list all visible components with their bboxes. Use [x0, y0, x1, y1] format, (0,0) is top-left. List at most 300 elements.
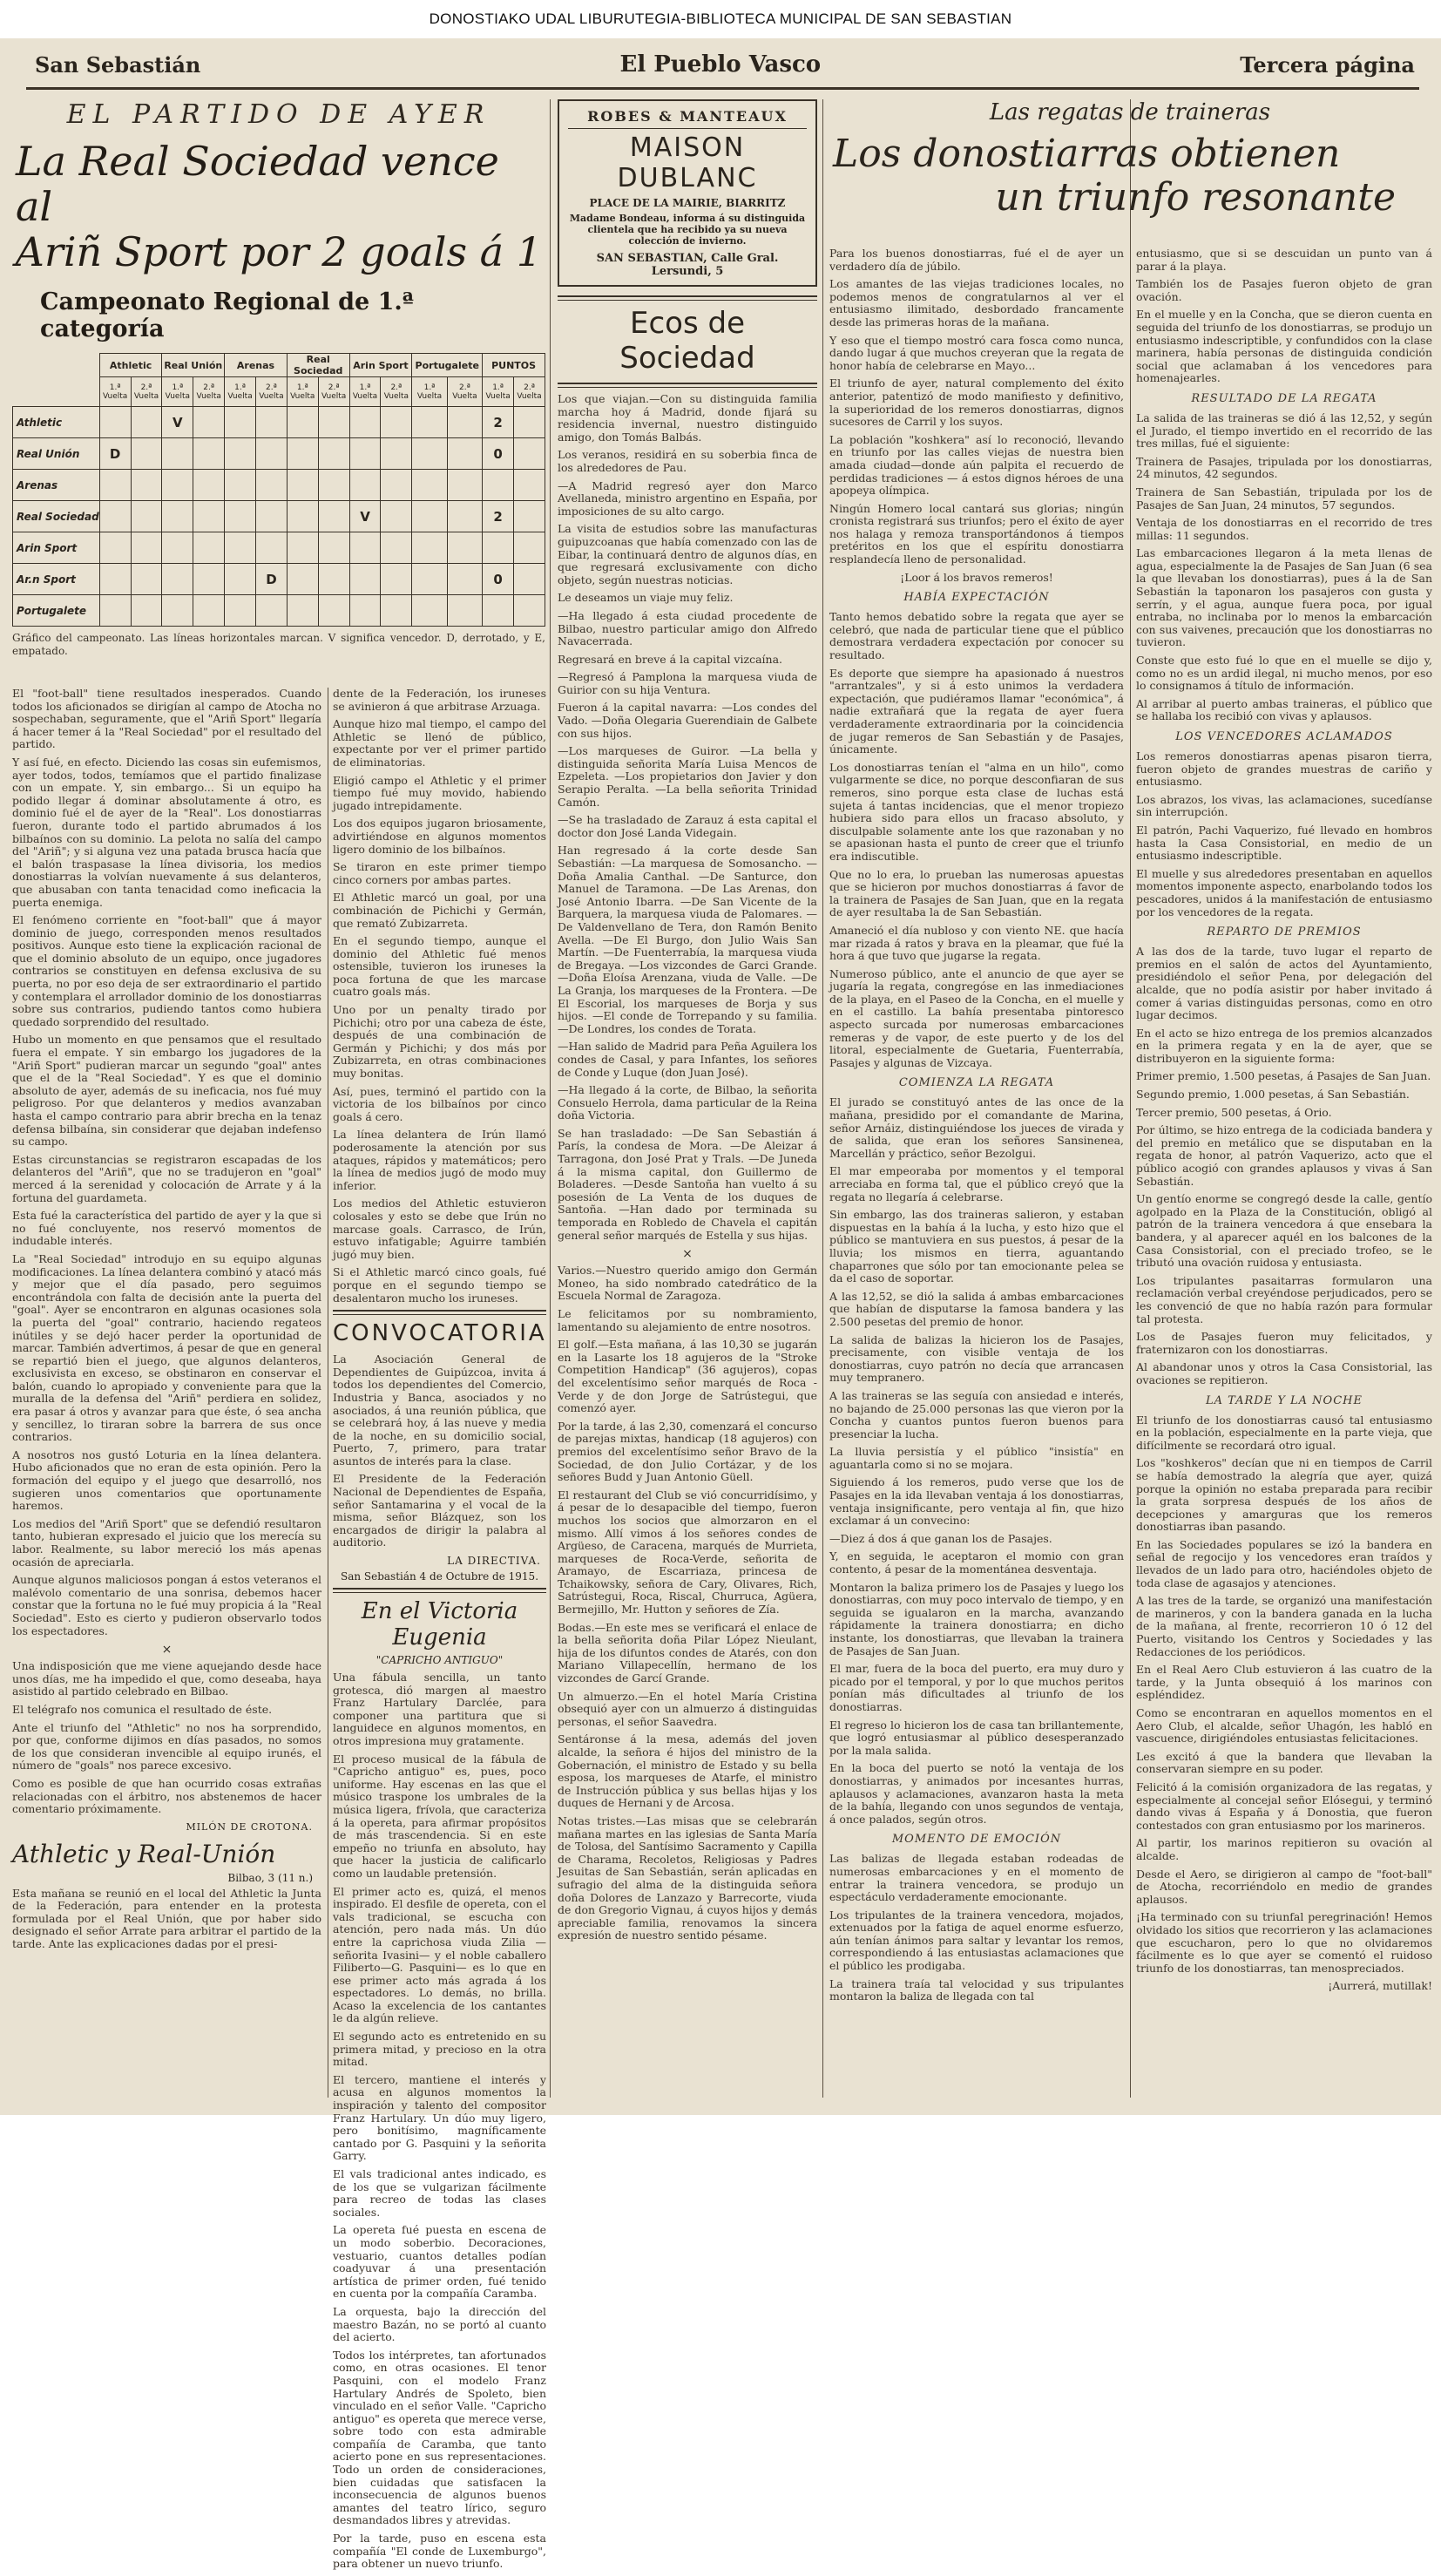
article-paragraph: El telégrafo nos comunica el resultado de éste. [12, 1702, 273, 1716]
result-cell [318, 595, 349, 627]
result-cell [412, 532, 447, 564]
article-paragraph: Las embarcaciones llegaron á la meta llenas de agua, especialmente la de Pasajes de San Juan (6 sea la que llevaban los donostiarras), pues á la de San Sebastián la taponaron los pasajeros con gusta y serrín, y el agua, aunque fuera poca, por igual entraba, no inclinaba por lo menos la embarcación con sus vaivenes, precaución que los donostiarras no tuvieron. [1136, 546, 1432, 649]
result-cell [162, 501, 193, 532]
vuelta-header: 1.ª Vuelta [483, 377, 514, 407]
result-cell [287, 532, 318, 564]
team-name: Real Sociedad [13, 501, 100, 532]
social-note: Se han trasladado: —De San Sebastián á París, la condesa de Mora. —De Aleizar á Tarragona, don José Prat y Trals. —De Juneda á la misma capital, don Guillermo de Boladeres. —Desde Santoña han vuelto á su posesión de La Venta de los duques de Santoña. —Han dado por terminada su temporada en Robledo de Chavela el capitán general señor marqués de Estella y sus hijas. [558, 1126, 817, 1242]
article-paragraph: También los de Pasajes fueron objeto de gran ovación. [1136, 277, 1432, 303]
vuelta-header: 1.ª Vuelta [162, 377, 193, 407]
social-note: Sentáronse á la mesa, además del joven alcalde, la señora é hijos del ministro de la Gobernación, el ministro de Estado y su bella esposa, los marqueses de Atarfe, el ministro de Instrucción pública y sus bellas hijas y los duques de Hernani y de Arcosa. [558, 1732, 817, 1810]
result-cell [225, 595, 256, 627]
result-cell [412, 564, 447, 595]
article-paragraph: Al abandonar unos y otros la Casa Consistorial, las ovaciones se repitieron. [1136, 1360, 1432, 1386]
article-paragraph: En el muelle y en la Concha, que se dieron cuenta en seguida del triunfo de los donostiarras, se produjo un entusiasmo indescriptible, y confundidos con la clase marinera, había personas de distinguida condición social que aclamaban á los vencedores para homenajearles. [1136, 308, 1432, 385]
article-paragraph: Trainera de Pasajes, tripulada por los donostiarras, 24 minutos, 42 segundos. [1136, 454, 1432, 481]
social-note: —Se ha trasladado de Zarauz á esta capital el doctor don José Landa Videgain. [558, 813, 817, 839]
article-paragraph: Los medios del Athletic estuvieron colosales y esto se debe que Irún no marcase goals. Carrasco, de Irún, estuvo infatigable; Aguirre también jugó muy bien. [333, 1196, 546, 1261]
vuelta-header: 1.ª Vuelta [225, 377, 256, 407]
ad-brand: MAISON DUBLANC [617, 132, 758, 193]
standings-row [13, 501, 545, 532]
social-note: —Han salido de Madrid para Peña Aguilera los condes de Casal, y para Infantes, los señores de Conde y Luque (don Juan José). [558, 1040, 817, 1079]
article-paragraph: Tercer premio, 500 pesetas, á Orio. [1136, 1105, 1332, 1119]
social-note: Un almuerzo.—En el hotel María Cristina obsequió ayer con un almuerzo á distinguidas personas, el señor Saavedra. [558, 1689, 817, 1728]
team-name: Arenas [13, 470, 100, 501]
result-cell [412, 501, 447, 532]
result-cell [193, 470, 225, 501]
table-caption: Gráfico del campeonato. Las líneas horizontales marcan. V significa vencedor. D, derrotado, y E, empatado. [12, 632, 545, 657]
article-paragraph: A nosotros nos gustó Loturia en la línea delantera. Hubo aficionados que no eran de esta opinión. Pero la formación del equipo y el juego que desarrolló, nos sugieren unos comentarios que oportunamente haremos. [12, 1447, 321, 1513]
article-paragraph: Se tiraron en este primer tiempo cinco corners por ambas partes. [333, 860, 546, 886]
social-note: Bodas.—En este mes se verificará el enlace de la bella señorita doña Pilar López Nieulant, hija de los difuntos condes de Atarés, con don Mariano Villapecellín, hermano de los vizcondes de Garcí Grande. [558, 1620, 817, 1685]
result-cell [99, 407, 131, 438]
article-paragraph: Todos los intérpretes, tan afortunados como, en otras ocasiones. El tenor Pasquini, con el modelo Franz Hartulary Andrés de Spoleto, bien vinculado en el señor Valle. "Capricho antiguo" es opereta que merece verse, sobre todo con esta admirable compañía de Caramba, que tanto acierto pone en sus representaciones. Todo un orden de consideraciones, bien cuidadas que satisfacen la inconsecuencia de algunos buenos amantes del teatro lírico, seguro desmandados libres y atrevidas. [333, 2348, 546, 2527]
result-cell [131, 595, 162, 627]
decorative-rule [558, 295, 817, 301]
result-cell [514, 532, 545, 564]
directiva: LA DIRECTIVA. [447, 1555, 541, 1568]
article-paragraph: A las traineras se las seguía con ansiedad e interés, no bajando de 25.000 personas las que vieron por la Concha y cuantos puntos fueron buenos para presenciar la lucha. [829, 1388, 1124, 1441]
subheading: LA TARDE Y LA NOCHE [1205, 1393, 1363, 1407]
article-paragraph: Y, en seguida, le aceptaron el momio con gran contento, á pesar de la momentánea desventaja. [829, 1549, 1124, 1576]
result-cell [349, 438, 381, 470]
article-paragraph: ¡Aurrerá, mutillak! [1328, 1979, 1432, 1993]
article-paragraph: Los amantes de las viejas tradiciones locales, no podemos menos de congratularnos al ver el entusiasmo ilimitado, desbordado francamente desde las primeras horas de la mañana. [829, 277, 1124, 329]
article-paragraph: El vals tradicional antes indicado, es de los que se vulgarizan fácilmente para recreo de todas las clases sociales. [333, 2167, 546, 2219]
result-cell: V [162, 407, 193, 438]
article-paragraph: Estas circunstancias se registraron escapadas de los delanteros del "Ariñ", que no se tradujeron en "goal" merced á la serenidad y colocación de Arrate y á la fortuna del guardameta. [12, 1152, 321, 1204]
result-cell [193, 595, 225, 627]
result-cell [287, 564, 318, 595]
regatas-header-block [829, 99, 1431, 220]
signature: MILÓN DE CROTONA. [186, 1820, 313, 1833]
article-paragraph: Primer premio, 1.500 pesetas, á Pasajes de San Juan. [1136, 1069, 1431, 1083]
masthead [35, 47, 1415, 82]
article-paragraph: Aunque hizo mal tiempo, el campo del Athletic se llenó de público, expectante por ver el primer partido de eliminatorias. [333, 717, 546, 769]
article-paragraph: El Athletic marcó un goal, por una combinación de Pichichi y Germán, que remató Zubizarreta. [333, 891, 546, 930]
article-paragraph: El jurado se constituyó antes de las once de la mañana, presidido por el comandante de Marina, señor Arnáiz, distinguiéndose los jueces de virada y de salida, que eran los señores Sansinenea, Marcellán y práctico, señor Bezolgui. [829, 1095, 1124, 1160]
result-cell [447, 470, 482, 501]
result-cell [483, 595, 514, 627]
article-paragraph: El mar empeoraba por momentos y el temporal arreciaba en forma tal, que el público creyó que la regata no llegaría á celebrarse. [829, 1164, 1124, 1203]
result-cell [193, 501, 225, 532]
regatas-headline-1: Los donostiarras obtienen [833, 132, 1341, 176]
result-cell [193, 438, 225, 470]
article-paragraph: Siguiendo á los remeros, pudo verse que los de Pasajes en la ida llevaban ventaja á los donostiarras, ventaja insignificante, pero ventaja al fin, que hizo exclamar á un convecino: [829, 1475, 1124, 1528]
result-cell [412, 407, 447, 438]
masthead-city: San Sebastián [35, 51, 201, 78]
article-paragraph: Los dos equipos jugaron briosamente, advirtiéndose en algunos momentos ligero dominio de los bilbaínos. [333, 817, 546, 856]
standings-row [13, 438, 545, 470]
result-cell [131, 407, 162, 438]
result-cell [318, 407, 349, 438]
article-paragraph: Para los buenos donostiarras, fué el de ayer un verdadero día de júbilo. [829, 247, 1124, 273]
result-cell: 2 [483, 501, 514, 532]
article-paragraph: Desde el Aero, se dirigieron al campo de "foot-ball" de Atocha, recorriéndolo en medio de grandes aplausos. [1136, 1867, 1432, 1906]
article-paragraph: Por la tarde, puso en escena esta compañía "El conde de Luxemburgo", para obtener un nuevo triunfo. [333, 2532, 546, 2571]
social-note: Varios.—Nuestro querido amigo don Germán Moneo, ha sido nombrado catedrático de la Escuela Normal de Zaragoza. [558, 1264, 817, 1303]
result-cell [131, 501, 162, 532]
article-paragraph: El fenómeno corriente en "foot-ball" que á mayor dominio de juego, corresponden menos resultados positivos. Aunque esto tiene la explicación racional de que el dominio absoluto de un equipo, once jugadores contrarios se constituyen en defensa exclusiva de su puerta, no por eso deja de ser extraordinario el partido y contemplara el arrollador dominio de los donostiarras sobre sus contrarios, pudiendo tantos como hubiera quedado sorprendido del resultado. [12, 913, 321, 1028]
article-paragraph: La Asociación General de Dependientes de Guipúzcoa, invita á todos los dependientes del Comercio, Industria y Banca, asociados y no asociados, á una reunión pública, que se celebrará hoy, á las nueve y media de la noche, en su domicilio social, Puerto, 7, primero, para tratar asuntos de interés para la clase. [333, 1352, 546, 1468]
ad-address: SAN SEBASTIAN, Calle Gral. Lersundi, 5 [596, 252, 779, 278]
result-cell [99, 564, 131, 595]
regatas-kicker: Las regatas de traineras [989, 99, 1271, 125]
vuelta-header: 1.ª Vuelta [412, 377, 447, 407]
regatas-headline-2: un triunfo resonante [995, 175, 1396, 220]
result-cell [99, 595, 131, 627]
article-paragraph: Sin embargo, las dos traineras salieron, y estaban dispuestas en la bahía á la lucha, y esto hizo que el público se mantuviera en sus puestos, á pesar de la lluvia; los mismos en tierra, aguantando chaparrones que sólo por tan emocionante pelea se da el caso de soportar. [829, 1208, 1124, 1285]
vuelta-header: 2.ª Vuelta [514, 377, 545, 407]
article-paragraph: Los medios del "Ariñ Sport" que se defendió resultaron tanto, hubieran expresado el juicio que los merecía su labor. Realmente, su labor mereció los más apenas ocasión de apreciarla. [12, 1516, 321, 1569]
result-cell [99, 532, 131, 564]
decorative-rule [333, 1588, 546, 1593]
result-cell: 0 [483, 564, 514, 595]
vuelta-row [13, 377, 545, 407]
article-paragraph: Los "koshkeros" decían que ni en tiempos de Carril se había demostrado la alegría que ayer, quizá porque la opinión no estaba preparada para recibir la grata sorpresa después de los años de decepciones y amarguras que los remeros donostiarras iban pasando. [1136, 1456, 1432, 1534]
result-cell [162, 470, 193, 501]
result-cell [514, 501, 545, 532]
result-cell [193, 407, 225, 438]
vuelta-header: 1.ª Vuelta [287, 377, 318, 407]
article-paragraph: Conste que esto fué lo que en el muelle se dijo y, como no es un ardid ilegal, ni mucho menos, por eso lo consignamos á título de información. [1136, 654, 1432, 693]
article-paragraph: La salida de las traineras se dió á las 12,52, y según el Jurado, el tiempo invertido en el recorrido de las tres millas, fué el siguiente: [1136, 410, 1432, 451]
social-note: Le deseamos un viaje muy feliz. [558, 591, 734, 605]
article-paragraph: Tanto hemos debatido sobre la regata que ayer se celebró, que nada de particular tiene que el público demostrara verdadera expectación por conocer su resultado. [829, 610, 1124, 662]
result-cell [131, 532, 162, 564]
article-paragraph: A las dos de la tarde, tuvo lugar el reparto de premios en el salón de actos del Ayuntamiento, presidiéndolo el señor Pena, por delegación del alcalde, que no podía asistir por haber invitado á comer á varias distinguidas personas, como en otro lugar decimos. [1136, 945, 1432, 1022]
standings-row [13, 407, 545, 438]
social-note: Han regresado á la corte desde San Sebastián: —La marquesa de Somosancho. —Doña Amalia Canthal. —De Santurce, don Manuel de Taramona. —De Las Arenas, don José Antonio Ibarra. —De San Vicente de la Barquera, la marquesa viuda de Palomares. —De Valdenvellano de Tera, don Ramón Benito Avella. —De El Burgo, don Julio Wais San Martín. —De Fuenterrabía, la marquesa viuda de Bregaya. —Los vizcondes de Garci Grande. —Doña Eloísa Arenzana, viuda de Valle. —De La Granja, los marqueses de la Frontera. —De El Escorial, los marqueses de Borja y sus hijos. —El conde de Torrepando y su familia. —De Londres, los condes de Torata. [558, 844, 817, 1035]
vuelta-header: 2.ª Vuelta [381, 377, 412, 407]
article-paragraph: dente de la Federación, los iruneses se avinieron á que arbitrase Arzuaga. [333, 687, 546, 713]
result-cell [349, 595, 381, 627]
result-cell [287, 595, 318, 627]
social-note: El restaurant del Club se vió concurridísimo, y á pesar de lo desapacible del tiempo, fueron muchos los socios que almorzaron en el mismo. Allí vimos á los señores condes de Argüeso, de Caracena, marqués de Murrieta, marqueses de Roca-Verde, señorita de Aramayo, de Escarriaza, princesa de Tchaikowsky, señora de Cary, Olivares, Rich, Satrústegui, Roca, Riscal, Churruca, Agüera, Bermejillo, Mr. Hutton y señores de Zía. [558, 1488, 817, 1617]
team-header: Portugalete [412, 354, 483, 377]
social-note: Le felicitamos por su nombramiento, lamentando su alejamiento de entre nosotros. [558, 1307, 817, 1333]
article-paragraph: Esta mañana se reunió en el local del Athletic la Junta de la Federación, para entender en la protesta formulada por el Real Unión, que por haber sido designado el señor Arrate para arbitrar el partido de la tarde. Ante las explicaciones dadas por el presi- [12, 1886, 321, 1951]
ad-line: PLACE DE LA MAIRIE, BIARRITZ [589, 197, 786, 209]
column-rule [1130, 99, 1131, 2098]
article-paragraph: El proceso musical de la fábula de "Capricho antiguo" es, pues, poco uniforme. Hay escenas en las que el músico traspone los umbrales de la música ligera, frívola, que caracteriza á la opereta, para afirmar propósitos de más trascendencia. Si en este empeño no triunfa en absoluto, hay que hacer la justicia de calificarlo como un laudable pretensión. [333, 1752, 546, 1880]
maison-dublanc-ad [558, 99, 817, 287]
result-cell [447, 438, 482, 470]
social-note: —Ha llegado á esta ciudad procedente de Bilbao, nuestro particular amigo don Alfredo Navacerrada. [558, 608, 817, 648]
result-cell: D [256, 564, 288, 595]
article-paragraph: Y eso que el tiempo mostró cara fosca como nunca, dando lugar á que muchos creyeran que la regata de honor había de celebrarse en Mayo... [829, 333, 1124, 372]
vuelta-header: 1.ª Vuelta [349, 377, 381, 407]
football-kicker: EL PARTIDO DE AYER [66, 99, 491, 130]
article-paragraph: El triunfo de los donostiarras causó tal entusiasmo en la población, especialmente en la parte vieja, que difícilmente se recordará otro igual. [1136, 1413, 1432, 1452]
column-rule [822, 99, 823, 2098]
article-paragraph: La línea delantera de Irún llamó poderosamente la atención por sus ataques, rápidos y matemáticos; pero la línea de medios jugó de modo muy inferior. [333, 1128, 546, 1192]
article-paragraph: Como se encontraran en aquellos momentos en el Aero Club, el alcalde, señor Uhagón, les habló en vascuence, dirigiéndoles entusiastas felicitaciones. [1136, 1706, 1432, 1746]
decorative-rule [333, 1310, 546, 1315]
column-rule [550, 99, 551, 2098]
team-header: Arenas [225, 354, 288, 377]
result-cell [349, 407, 381, 438]
article-paragraph: Los abrazos, los vivas, las aclamaciones, sucedíanse sin interrupción. [1136, 792, 1432, 819]
masthead-title: El Pueblo Vasco [619, 51, 822, 78]
social-note: —Los marqueses de Guiror. —La bella y distinguida señorita María Luisa Mencos de Ezpeleta. —Los propietarios don Javier y don Serapio Peralta. —La bella señorita Trinidad Camón. [558, 744, 817, 809]
article-paragraph: Una fábula sencilla, un tanto grotesca, dió margen al maestro Franz Hartulary Darclée, para componer una partitura que si languidece en algunos momentos, en otros impresiona muy gratamente. [333, 1671, 546, 1747]
article-paragraph: El muelle y sus alrededores presentaban en aquellos momentos imponente aspecto, enarbolando todos los pescadores, unidos á la manifestación de entusiasmo por los vencedores de la regata. [1136, 866, 1432, 919]
result-cell [381, 407, 412, 438]
article-paragraph: Felicitó á la comisión organizadora de las regatas, y especialmente al concejal señor Elósegui, y terminó dando vivas á España y á Donostia, que fueron contestados con gran entusiasmo por los marineros. [1136, 1779, 1432, 1832]
standings-row [13, 564, 545, 595]
article-paragraph: Los de Pasajes fueron muy felicitados, y fraternizaron con los donostiarras. [1136, 1330, 1432, 1356]
result-cell [287, 470, 318, 501]
article-paragraph: En el segundo tiempo, aunque el dominio del Athletic fué menos ostensible, tuvieron los iruneses la poca fortuna de que les marcase cuatro goals más. [333, 934, 546, 999]
result-cell [225, 501, 256, 532]
result-cell [349, 532, 381, 564]
result-cell [287, 407, 318, 438]
social-note: Notas tristes.—Las misas que se celebrarán mañana martes en las iglesias de Santa María de Tolosa, del Santísimo Sacramento y Capilla de Charama, Recoletos, Religiosas y Padres Jesuitas de San Sebastián, serán aplicadas en sufragio del alma de la distinguida señora doña Dolores de Lanzazo y Barrecorte, viuda de don Gregorio Vignau, á cuyos hijos y demás apreciable familia, renovamos la sincera expresión de nuestro sentido pésame. [558, 1813, 817, 1942]
standings-row [13, 532, 545, 564]
vuelta-header: 2.ª Vuelta [131, 377, 162, 407]
result-cell [225, 438, 256, 470]
archive-banner: DONOSTIAKO UDAL LIBURUTEGIA-BIBLIOTECA MUNICIPAL DE SAN SEBASTIAN [0, 0, 1441, 38]
table-title: Campeonato Regional de 1.ª categoría [40, 288, 414, 342]
subheading: HABÍA EXPECTACIÓN [903, 591, 1050, 605]
ad-line: Madame Bondeau, informa á su distinguida clientela que ha recibido ya su nueva colección de invierno. [569, 213, 806, 247]
article-paragraph: Como es posible de que han ocurrido cosas extrañas relacionadas con el árbitro, nos abstenemos de hacer comentario próximamente. [12, 1776, 321, 1816]
result-cell [256, 438, 288, 470]
article-paragraph: Esta fué la característica del partido de ayer y la que si no fué concluyente, nos reservó momentos de indudable interés. [12, 1209, 321, 1248]
article-paragraph: El mar, fuera de la boca del puerto, era muy duro y picado por el temporal, y por lo que muchos peritos ponían más dificultades al triunfo de los donostiarras. [829, 1662, 1124, 1713]
result-cell [287, 501, 318, 532]
article-paragraph: En las Sociedades populares se izó la bandera en señal de regocijo y los vencedores eran traídos y llevados de un lado para otro, haciéndoles objeto de toda clase de agasajos y atenciones. [1136, 1537, 1432, 1590]
result-cell [514, 407, 545, 438]
article-paragraph: Hubo un momento en que pensamos que el resultado fuera el empate. Y sin embargo los jugadores de la "Ariñ Sport" pudieran marcar un segundo "goal" antes que el de la "Real Sociedad". Y es que el dominio absoluto de ayer, además de su ineficacia, nos fué muy peligroso. Por que delanteros y medios avanzaban hasta el campo contrario para abrir brecha en la tenaz defensa bilbaína, sin considerar que dejaban indefenso su campo. [12, 1033, 321, 1149]
team-header: Real Unión [162, 354, 225, 377]
result-cell [225, 470, 256, 501]
column-2 [333, 688, 546, 2576]
article-paragraph: La lluvia persistía y el público "insistía" en aguantarla como si no se mojara. [829, 1445, 1124, 1471]
result-cell [514, 470, 545, 501]
result-cell [99, 501, 131, 532]
dateline: Bilbao, 3 (11 n.) [227, 1871, 313, 1884]
article-paragraph: Numeroso público, ante el anuncio de que ayer se jugaría la regata, congregóse en las inmediaciones de la playa, en el Paseo de la Concha, en el muelle y en el castillo. La bahía presentaba pintoresco aspecto surcada por numerosas embarcaciones remeras y de vapor, de este puerto y de los del litoral, especialmente de Guetaria, Fuenterrabía, Pasajes y algunas de Vizcaya. [829, 966, 1124, 1069]
result-cell [447, 501, 482, 532]
article-paragraph: Las balizas de llegada estaban rodeadas de numerosas embarcaciones y en el momento de entrar la trainera vencedora, se produjo un espectáculo verdaderamente emocionante. [829, 1852, 1124, 1904]
article-paragraph: La opereta fué puesta en escena de un modo soberbio. Decoraciones, vestuario, cuantos detalles podían coadyuvar á una presentación artística de primer orden, fué tenido en cuenta por la compañía Caramba. [333, 2223, 546, 2301]
article-paragraph: Los remeros donostiarras apenas pisaron tierra, fueron objeto de grandes muestras de cariño y entusiasmo. [1136, 749, 1432, 789]
vuelta-header: 2.ª Vuelta [193, 377, 225, 407]
article-paragraph: Una indisposición que me viene aquejando desde hace unos días, me ha impedido el que, como deseaba, haya asistido al partido celebrado en Bilbao. [12, 1659, 321, 1698]
result-cell [447, 407, 482, 438]
team-header: Athletic [99, 354, 162, 377]
vuelta-header: 2.ª Vuelta [256, 377, 288, 407]
result-cell [412, 438, 447, 470]
team-name: Portugalete [13, 595, 100, 627]
football-headline-1: La Real Sociedad vence al [16, 138, 499, 230]
article-paragraph: Los donostiarras tenían el "alma en un hilo", como vulgarmente se dice, no porque desconfiaran de sus remeros, sino porque esta clase de luchas está sujeta á tantas incidencias, que el menor tropiezo hubiera sido para ellos un fracaso absoluto, y disculpable solamente ante los que razonaban y no se apasionan hasta el punto de creer que el triunfo era indiscutible. [829, 760, 1124, 863]
result-cell [514, 595, 545, 627]
convocatoria-title: CONVOCATORIA [333, 1320, 547, 1347]
result-cell: 2 [483, 407, 514, 438]
result-cell [349, 564, 381, 595]
article-paragraph: En la boca del puerto se notó la ventaja de los donostiarras, y animados por incesantes hurras, aplausos y aclamaciones, avanzaron hasta la meta de la bahía, llegando con unos segundos de ventaja, á once palados, según otros. [829, 1761, 1124, 1826]
article-paragraph: El regreso lo hicieron los de casa tan brillantemente, que logró entusiasmar al público desesperanzado por la mala salida. [829, 1718, 1124, 1757]
result-cell [162, 564, 193, 595]
masthead-rule [26, 87, 1419, 90]
football-headline-2: Ariñ Sport por 2 goals á 1 [15, 228, 542, 275]
article-paragraph: Ventaja de los donostiarras en el recorrido de tres millas: 11 segundos. [1136, 516, 1432, 542]
article-paragraph: Amaneció el día nubloso y con viento NE. que hacía mar rizada á ratos y brava en la pleamar, que fué la hora á que tuvo que jugarse la regata. [829, 923, 1124, 963]
football-header-block [12, 99, 545, 662]
social-note: —Regresó á Pamplona la marquesa viuda de Guirior con su hija Ventura. [558, 670, 817, 696]
victoria-subtitle: "CAPRICHO ANTIGUO" [375, 1654, 504, 1667]
result-cell [256, 407, 288, 438]
social-note: El golf.—Esta mañana, á las 10,30 se jugarán en la Lasarte los 18 agujeros de la "Stroke Competition Handicap" (36 agujeros), copas del excelentísimo señor marqués de Roca - Verde y de don Jorge de Satrústegui, que comenzó ayer. [558, 1338, 817, 1415]
result-cell [381, 564, 412, 595]
result-cell [318, 501, 349, 532]
result-cell [381, 501, 412, 532]
result-cell [349, 470, 381, 501]
result-cell [256, 470, 288, 501]
article-paragraph: Un gentío enorme se congregó desde la calle, gentío agolpado en la Plaza de la Constitución, obligó al patrón de la trainera vencedora á que ensebara la bandera, y al aparecer aquél en los balcones de la Casa Consistorial, con el preciado trofeo, se le tributó una ovación ruidosa y entusiasta. [1136, 1192, 1432, 1270]
article-paragraph: ¡Loor á los bravos remeros! [900, 570, 1053, 584]
team-header: Real Sociedad [287, 354, 349, 377]
standings-row [13, 595, 545, 627]
result-cell [162, 595, 193, 627]
result-cell [381, 532, 412, 564]
result-cell [131, 564, 162, 595]
article-paragraph: Aunque algunos maliciosos pongan á estos veteranos el malévolo comentario de una sonrisa, debemos hacer constar que la fortuna no le fué muy propicia á la "Real Sociedad". Esto es cierto y pudieron observarlo todos los espectadores. [12, 1573, 321, 1637]
social-note: —A Madrid regresó ayer don Marco Avellaneda, ministro argentino en España, por imposiciones de su alto cargo. [558, 478, 817, 518]
separator-mark: × [682, 1247, 693, 1262]
article-paragraph: A las tres de la tarde, se organizó una manifestación de marineros, y con la bandera ganada en la lucha de la mañana, al frente, recorrieron 10 ó 12 del Puerto, visitando los Centros y Sociedades y las Redacciones de los periódicos. [1136, 1594, 1432, 1658]
points-header: PUNTOS [483, 354, 545, 377]
article-paragraph: La "Real Sociedad" introdujo en su equipo algunas modificaciones. La línea delantera combinó y atacó más y mejor que el día pasado, pero seguimos encontrándola con falta de decisión ante la puerta del "goal". Ayer se encontraron en algunas ocasiones sola la puerta del "goal" contrario, haciendo regateos inútiles y se dejó hacer perder la oportunidad de marcar. También advertimos, á pesar de que en general se repartió bien el juego, que algunos delanteros, exclusivista en exceso, se obstinaron en conservar el balón, cuando lo apropiado y conveniente para que la muralla de la defensa del "Ariñ" perdiera en solidez, era pasar á otros y avanzar para que éste, ó sea ancha y sencillez, lo tiraran sobre la barrera de sus once contrarios. [12, 1251, 321, 1444]
result-cell [131, 470, 162, 501]
article-paragraph: Eligió campo el Athletic y el primer tiempo fué muy movido, habiendo jugado intrepidamente. [333, 773, 546, 812]
column-5 [1136, 247, 1432, 1998]
article-paragraph: Los tripulantes de la trainera vencedora, mojados, extenuados por la fatiga de aquel enorme esfuerzo, aún tenían ánimos para saltar y levantar los remos, correspondiendo á las entusiastas aclamaciones que el público les prodigaba. [829, 1908, 1124, 1973]
article-paragraph: Al arribar al puerto ambas traineras, el público que se hallaba los recibió con vivas y aplausos. [1136, 696, 1432, 723]
article-paragraph: A las 12,52, se dió la salida á ambas embarcaciones que habían de disputarse la famosa bandera y las 2.500 pesetas del premio de honor. [829, 1289, 1124, 1328]
result-cell [447, 564, 482, 595]
social-note: —Ha llegado á la corte, de Bilbao, la señorita Consuelo Herrola, dama particular de la Reina doña Victoria. [558, 1083, 817, 1122]
result-cell [381, 438, 412, 470]
result-cell [99, 470, 131, 501]
social-note: Fueron á la capital navarra: —Los condes del Vado. —Doña Olegaria Guerendiain de Galbete con sus hijos. [558, 701, 817, 740]
result-cell [225, 407, 256, 438]
social-note: Los veranos, residirá en su soberbia finca de los alrededores de Pau. [558, 448, 817, 474]
article-paragraph: El triunfo de ayer, natural complemento del éxito anterior, patentizó de modo manifiesto y definitivo, la superioridad de los remeros donostiarras, dignos sucesores de Carril y los suyos. [829, 376, 1124, 429]
result-cell [225, 532, 256, 564]
decorative-rule [558, 383, 817, 388]
article-paragraph: Que no lo era, lo prueban las numerosas apuestas que se hicieron por muchos donostiarras á favor de la trainera de Pasajes de San Juan, que en la regata de ayer resultaba la de San Sebastián. [829, 867, 1124, 919]
subheading: REPARTO DE PREMIOS [1207, 925, 1362, 939]
result-cell [193, 564, 225, 595]
article-paragraph: Al partir, los marinos repitieron su ovación al alcalde. [1136, 1836, 1432, 1862]
result-cell [381, 470, 412, 501]
article-paragraph: Por último, se hizo entrega de la codiciada bandera y del premio en metálico que se disputaban en la regata de honor, al patrón Vaquerizo, acto que el público acogió con grandes aplausos y vivas á San Sebastián. [1136, 1123, 1432, 1188]
article-paragraph: La trainera traía tal velocidad y sus tripulantes montaron la baliza de llegada con tal [829, 1976, 1124, 2003]
social-note: La visita de estudios sobre las manufacturas guipuzcoanas que había comenzado con las de Eibar, la continuará dentro de algunos días, en que regresará exclusivamente con dicho objeto, según nuestras noticias. [558, 522, 817, 586]
result-cell [256, 501, 288, 532]
newspaper-page [0, 38, 1441, 2571]
team-name: Arin Sport [13, 532, 100, 564]
article-paragraph: entusiasmo, que si se descuidan un punto van á parar á la playa. [1136, 247, 1432, 273]
article-paragraph: El patrón, Pachi Vaquerizo, fué llevado en hombros hasta la Casa Consistorial, en medio de un entusiasmo indescriptible. [1136, 823, 1432, 863]
article-paragraph: Si el Athletic marcó cinco goals, fué porque en el segundo tiempo se desalentaron mucho los iruneses. [333, 1265, 546, 1305]
article-paragraph: —Diez á dos á que ganan los de Pasajes. [829, 1531, 1052, 1545]
convocatoria-date: San Sebastián 4 de Octubre de 1915. [340, 1570, 539, 1583]
victoria-title: En el Victoria Eugenia [361, 1598, 518, 1651]
masthead-page: Tercera página [1240, 51, 1415, 78]
article-paragraph: Y así fué, en efecto. Diciendo las cosas sin eufemismos, ayer todos, todos, temíamos que el partido finalizase con un empate. Y, sin embargo... Si un equipo ha podido llegar á dominar absolutamente á otro, es dominio fué el de ayer de la "Real". Los donostiarras fueron, durante todo el partido abrumados á los bilbaínos con su dominio. La pelota no salía del campo del "Ariñ"; y si alguna vez una patada brusca hacía que el balón traspasase la línea divisoria, los medios donostiarras la volvían nuevamente á sus delanteros, que abusaban con tanta tenacidad como ineficacia la puerta enemiga. [12, 755, 321, 909]
article-paragraph: En el Real Aero Club estuvieron á las cuatro de la tarde, y la Junta obsequió á los marinos con espléndidez. [1136, 1663, 1432, 1702]
vuelta-header: 2.ª Vuelta [318, 377, 349, 407]
vuelta-header: 2.ª Vuelta [447, 377, 482, 407]
article-paragraph: El tercero, mantiene el interés y acusa en algunos momentos la inspiración y talento del compositor Franz Hartulary. Un dúo muy ligero, pero bonitísimo, magníficamente cantado por G. Pasquini y la señorita Garry. [333, 2072, 546, 2163]
team-name: Athletic [13, 407, 100, 438]
article-paragraph: Es deporte que siempre ha apasionado á nuestros "arrantzales", y si á esto unimos la verdadera expectación, que pudiéramos llamar "económica", á nadie extrañará que la regata de ayer fuera verdaderamente extraordinaria por la coincidencia de jugar remeros de San Sebastián y de Pasajes, únicamente. [829, 666, 1124, 756]
result-cell [483, 470, 514, 501]
social-note: Por la tarde, á las 2,30, comenzará el concurso de parejas mixtas, handicap (18 agujeros) con premios del excelentísimo señor Bravo de la Sociedad, de don Julio Cortázar, y de los señores Budd y Juan Antonio Güell. [558, 1419, 817, 1484]
article-paragraph: El Presidente de la Federación Nacional de Dependientes de España, señor Santamarina y el vocal de la misma, señor Blázquez, son los encargados de dirigir la palabra al auditorio. [333, 1472, 546, 1549]
article-paragraph: Así, pues, terminó el partido con la victoria de los bilbaínos por cinco goals á cero. [333, 1084, 546, 1123]
article-paragraph: Ante el triunfo del "Athletic" no nos ha sorprendido, por que, conforme dijimos en días pasados, no somos de los que consideran invencible al equipo irunés, el número de "goals" nos parece excesivo. [12, 1720, 321, 1773]
article-paragraph: Montaron la baliza primero los de Pasajes y luego los donostiarras, con muy poco intervalo de tiempo, y en seguida se igualaron en la marcha, avanzando rápidamente la trainera donostiarra; en dicho instante, los donostiarras, que llevaban la trainera de Pasajes de San Juan. [829, 1580, 1124, 1657]
article-paragraph: Los tripulantes pasaitarras formularon una reclamación verbal creyéndose perjudicados, pero se les convenció de que no había razón para formular tal protesta. [1136, 1273, 1432, 1325]
article-paragraph: Trainera de San Sebastián, tripulada por los de Pasajes de San Juan, 24 minutos, 57 segundos. [1136, 485, 1432, 512]
subheading: COMIENZA LA REGATA [898, 1076, 1055, 1090]
result-cell [318, 470, 349, 501]
result-cell: D [99, 438, 131, 470]
separator-mark: × [161, 1643, 173, 1657]
team-name: Ar.n Sport [13, 564, 100, 595]
team-name: Real Unión [13, 438, 100, 470]
standings-table [12, 353, 545, 627]
column-1 [12, 688, 321, 1956]
standings-row [13, 470, 545, 501]
subheading: RESULTADO DE LA REGATA [1191, 391, 1377, 405]
article-paragraph: La población "koshkera" así lo reconoció, llevando en triunfo por las calles viejas de nuestra bien amada ciudad—donde aún palpita el recuerdo de perdidas tradiciones — á estos dignos héroes de una apopeya olímpica. [829, 432, 1124, 498]
result-cell: V [349, 501, 381, 532]
result-cell [318, 564, 349, 595]
article-paragraph: Uno por un penalty tirado por Pichichi; otro por una cabeza de éste, después de una combinación de Germán y Pichichi; y dos más por Zubizarreta, en otras combinaciones muy bonitas. [333, 1003, 546, 1081]
article-paragraph: En el acto se hizo entrega de los premios alcanzados en la primera regata y en la de ayer, que se distribuyeron en la siguiente forma: [1136, 1026, 1432, 1065]
result-cell [514, 438, 545, 470]
social-note: Los que viajan.—Con su distinguida familia marcha hoy á Madrid, donde fijará su residencia invernal, nuestro distinguido amigo, don Tomás Balbás. [558, 392, 817, 444]
article-paragraph: La salida de balizas la hicieron los de Pasajes, precisamente, con visible ventaja de los donostiarras, cuyo patrón no decía que arrancasen muy tempranero. [829, 1332, 1124, 1385]
article-paragraph: El "foot-ball" tiene resultados inesperados. Cuando todos los aficionados se dirigían al campo de Atocha no sospechaban, seguramente, que el "Ariñ Sport" llegaría á hacer temer á la "Real Sociedad" por el resultado del partido. [12, 687, 321, 751]
article-paragraph: Les excitó á que la bandera que llevaban la conservaran siempre en su poder. [1136, 1749, 1432, 1776]
result-cell [225, 564, 256, 595]
team-header: Arin Sport [349, 354, 412, 377]
article-paragraph: Segundo premio, 1.000 pesetas, á San Sebastián. [1136, 1088, 1410, 1102]
result-cell [162, 438, 193, 470]
athletic-headline: Athletic y Real-Unión [12, 1839, 276, 1868]
result-cell [256, 595, 288, 627]
subheading: LOS VENCEDORES ACLAMADOS [1175, 730, 1393, 743]
result-cell [514, 564, 545, 595]
article-paragraph: ¡Ha terminado con su triunfal peregrinación! Hemos olvidado los sitios que recorrieron y las aclamaciones que escucharon, pero lo que no olvidaremos fácilmente es lo que ayer se comentó el ruidoso triunfo de los donostiarras, tan menospreciados. [1136, 1910, 1432, 1975]
ad-line: ROBES & MANTEAUX [587, 108, 788, 125]
column-4 [829, 247, 1124, 2009]
article-paragraph: El segundo acto es entretenido en su primera mitad, y precioso en la otra mitad. [333, 2030, 546, 2069]
article-paragraph: Ningún Homero local cantará sus glorias; ningún cronista registrará sus triunfos; pero el éxito de ayer nos halaga y remoza transportándonos á tiempos pretéritos en los que el espíritu donostiarra resplandecía lleno de personalidad. [829, 501, 1124, 566]
result-cell [287, 438, 318, 470]
result-cell [162, 532, 193, 564]
result-cell [412, 470, 447, 501]
article-paragraph: La orquesta, bajo la dirección del maestro Bazán, no se portó al cuanto del acierto. [333, 2304, 546, 2344]
